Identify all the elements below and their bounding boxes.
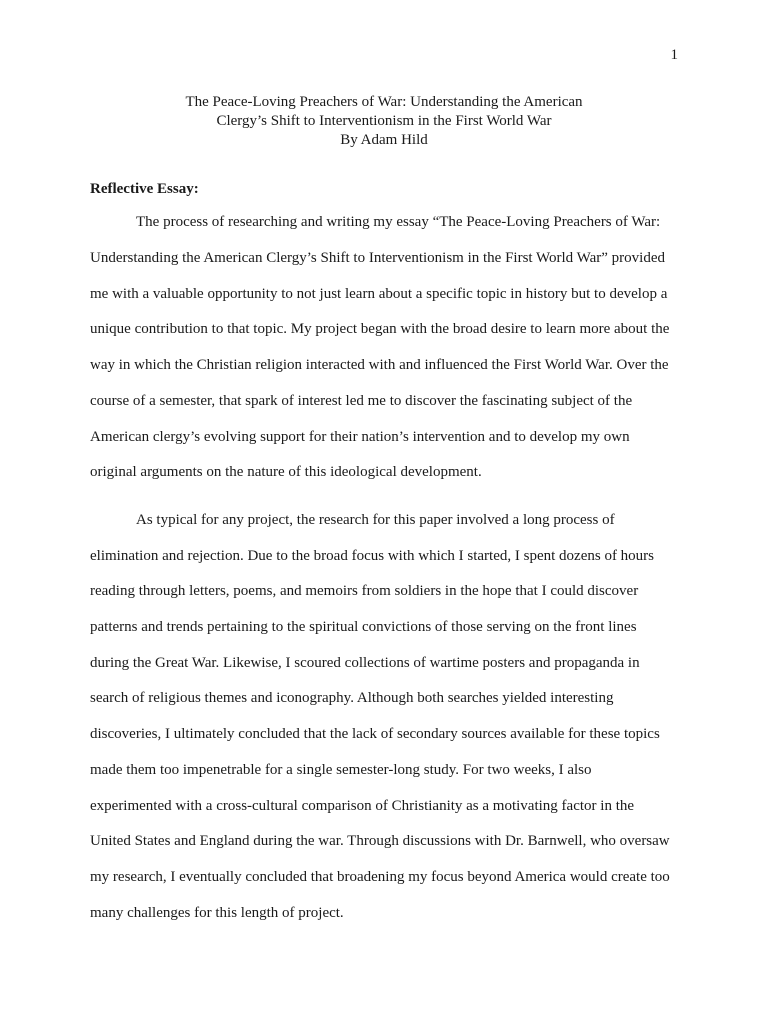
page-number: 1: [670, 47, 678, 63]
text-line: search of religious themes and iconography. Although both searches yielded interesting: [90, 690, 614, 706]
text-line: during the Great War. Likewise, I scoured collections of wartime posters and propaganda in: [90, 655, 640, 671]
text-line: Understanding the American Clergy’s Shift to Interventionism in the First World War” provided: [90, 250, 665, 266]
text-line: patterns and trends pertaining to the spiritual convictions of those serving on the front lines: [90, 619, 637, 635]
text-line: way in which the Christian religion interacted with and influenced the First World War. Over the: [90, 357, 669, 373]
text-line: elimination and rejection. Due to the broad focus with which I started, I spent dozens of hours: [90, 548, 655, 564]
text-line: discoveries, I ultimately concluded that the lack of secondary sources available for these topics: [90, 726, 660, 742]
text-line: unique contribution to that topic. My project began with the broad desire to learn more about the: [90, 321, 670, 337]
essay-title: [90, 93, 678, 150]
text-line: American clergy’s evolving support for their nation’s intervention and to develop my own: [90, 429, 630, 445]
text-line: original arguments on the nature of this ideological development.: [90, 464, 482, 480]
author-byline: By Adam Hild: [340, 132, 428, 148]
text-line: my research, I eventually concluded that broadening my focus beyond America would create too: [90, 869, 670, 885]
section-heading: Reflective Essay:: [90, 181, 199, 197]
text-line: course of a semester, that spark of interest led me to discover the fascinating subject of the: [90, 393, 633, 409]
text-line: The process of researching and writing my essay “The Peace-Loving Preachers of War:: [136, 214, 661, 230]
text-line: As typical for any project, the research for this paper involved a long process of: [136, 512, 615, 528]
title-line-1: The Peace-Loving Preachers of War: Understanding the American: [185, 94, 583, 110]
text-line: reading through letters, poems, and memoirs from soldiers in the hope that I could discover: [90, 583, 639, 599]
text-line: many challenges for this length of project.: [90, 905, 344, 921]
title-line-2: Clergy’s Shift to Interventionism in the First World War: [216, 113, 552, 129]
text-line: United States and England during the war. Through discussions with Dr. Barnwell, who oversaw: [90, 833, 670, 849]
text-line: made them too impenetrable for a single semester-long study. For two weeks, I also: [90, 762, 592, 778]
text-line: me with a valuable opportunity to not just learn about a specific topic in history but to develop a: [90, 286, 668, 302]
text-line: experimented with a cross-cultural comparison of Christianity as a motivating factor in the: [90, 798, 635, 814]
